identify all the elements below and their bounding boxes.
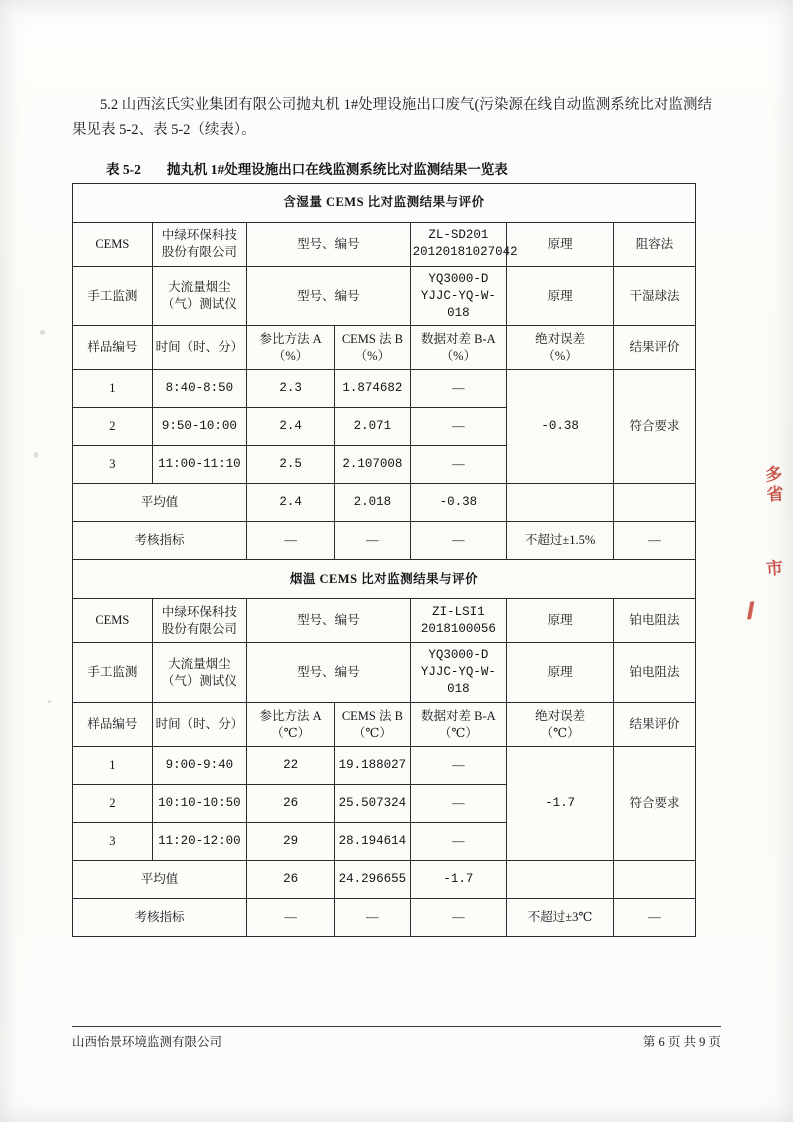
- s2-r2-model-label: 型号、编号: [247, 643, 411, 703]
- s1-header-evaluation: 结果评价: [614, 326, 696, 370]
- s2-header-time: 时间（时、分）: [152, 703, 246, 747]
- scan-speck: [48, 700, 51, 703]
- s2-row2-diff: —: [410, 785, 506, 823]
- stamp-char: 省: [765, 483, 785, 506]
- s1-r2-model-value: YQ3000-D YJJC-YQ-W-018: [410, 266, 506, 326]
- s1-header-abs-error: 绝对误差 （%）: [507, 326, 614, 370]
- s2-row3-a: 29: [247, 823, 335, 861]
- s2-row3-diff: —: [410, 823, 506, 861]
- table-number: 表 5-2: [106, 161, 141, 177]
- s1-r1-principle-label: 原理: [507, 222, 614, 266]
- red-stamp-fragment: [765, 465, 785, 505]
- s1-assessment-limit: 不超过±1.5%: [507, 522, 614, 560]
- s1-assessment-eval: —: [614, 522, 696, 560]
- s1-r1-org: 中绿环保科技 股份有限公司: [152, 222, 246, 266]
- s1-row3-time: 11:00-11:10: [152, 446, 246, 484]
- s2-r2-principle-label: 原理: [507, 643, 614, 703]
- s2-row3-b: 28.194614: [335, 823, 411, 861]
- s1-r1-model-label: 型号、编号: [247, 222, 411, 266]
- s2-evaluation-value: 符合要求: [614, 747, 696, 861]
- s2-row2-a: 26: [247, 785, 335, 823]
- s1-row3-diff: —: [410, 446, 506, 484]
- section-intro-paragraph: 5.2 山西泫氏实业集团有限公司抛丸机 1#处理设施出口废气(污染源在线自动监测系统比对监测结果见表 5-2、表 5-2（续表）。: [72, 96, 712, 138]
- s2-r1-principle-value: 铂电阻法: [614, 599, 696, 643]
- s1-row1-b: 1.874682: [335, 370, 411, 408]
- s1-r2-org: 大流量烟尘 （气）测试仪: [152, 266, 246, 326]
- s1-average-b: 2.018: [335, 484, 411, 522]
- s1-average-a: 2.4: [247, 484, 335, 522]
- s1-header-method-a: 参比方法 A （%）: [247, 326, 335, 370]
- s2-assessment-eval: —: [614, 899, 696, 937]
- s1-row2-diff: —: [410, 408, 506, 446]
- s2-row3-no: 3: [73, 823, 153, 861]
- s2-average-b: 24.296655: [335, 861, 411, 899]
- s2-assessment-b: —: [335, 899, 411, 937]
- s2-r1-model-label: 型号、编号: [247, 599, 411, 643]
- section1-title: 含湿量 CEMS 比对监测结果与评价: [73, 183, 696, 222]
- s2-row1-a: 22: [247, 747, 335, 785]
- s1-r2-model-label: 型号、编号: [247, 266, 411, 326]
- s2-assessment-limit: 不超过±3℃: [507, 899, 614, 937]
- red-stamp-fragment-2: [765, 559, 783, 580]
- s1-row2-time: 9:50-10:00: [152, 408, 246, 446]
- s1-r1-label: CEMS: [73, 222, 153, 266]
- s1-average-diff: -0.38: [410, 484, 506, 522]
- s2-average-blank: [507, 861, 614, 899]
- s1-r1-principle-value: 阻容法: [614, 222, 696, 266]
- s1-average-eval-blank: [614, 484, 696, 522]
- s1-row1-no: 1: [73, 370, 153, 408]
- scan-speck: [34, 452, 38, 458]
- s2-abs-error-value: -1.7: [507, 747, 614, 861]
- s2-header-abs-error: 绝对误差 （℃）: [507, 703, 614, 747]
- footer-page-number: 第 6 页 共 9 页: [642, 1035, 721, 1049]
- s1-row1-a: 2.3: [247, 370, 335, 408]
- s2-assessment-label: 考核指标: [73, 899, 247, 937]
- s1-r2-principle-label: 原理: [507, 266, 614, 326]
- s1-row3-a: 2.5: [247, 446, 335, 484]
- s1-row3-b: 2.107008: [335, 446, 411, 484]
- s2-row1-diff: —: [410, 747, 506, 785]
- s2-row3-time: 11:20-12:00: [152, 823, 246, 861]
- footer-company: 山西怡景环境监测有限公司: [72, 1035, 223, 1049]
- s2-r2-model-value: YQ3000-D YJJC-YQ-W-018: [410, 643, 506, 703]
- s2-assessment-a: —: [247, 899, 335, 937]
- s2-row2-no: 2: [73, 785, 153, 823]
- table-caption: [72, 158, 712, 178]
- s1-header-time: 时间（时、分）: [152, 326, 246, 370]
- s1-evaluation-value: 符合要求: [614, 370, 696, 484]
- s2-header-sample-no: 样品编号: [73, 703, 153, 747]
- s1-header-sample-no: 样品编号: [73, 326, 153, 370]
- s2-assessment-diff: —: [410, 899, 506, 937]
- s1-row2-a: 2.4: [247, 408, 335, 446]
- s2-header-method-a: 参比方法 A （℃）: [247, 703, 335, 747]
- document-content: [72, 78, 712, 937]
- s1-row1-diff: —: [410, 370, 506, 408]
- s1-header-method-b: CEMS 法 B （%）: [335, 326, 411, 370]
- s1-row2-no: 2: [73, 408, 153, 446]
- s1-assessment-a: —: [247, 522, 335, 560]
- red-stamp-stroke: [747, 598, 781, 619]
- s1-assessment-label: 考核指标: [73, 522, 247, 560]
- s1-row1-time: 8:40-8:50: [152, 370, 246, 408]
- s2-row2-b: 25.507324: [335, 785, 411, 823]
- s1-row2-b: 2.071: [335, 408, 411, 446]
- s1-assessment-diff: —: [410, 522, 506, 560]
- s2-average-eval-blank: [614, 861, 696, 899]
- s2-r2-principle-value: 铂电阻法: [614, 643, 696, 703]
- page-footer: [72, 1026, 721, 1050]
- s2-row1-no: 1: [73, 747, 153, 785]
- s2-header-evaluation: 结果评价: [614, 703, 696, 747]
- table-title: 抛丸机 1#处理设施出口在线监测系统比对监测结果一览表: [166, 161, 508, 177]
- s2-average-a: 26: [247, 861, 335, 899]
- s2-row1-b: 19.188027: [335, 747, 411, 785]
- s2-r1-model-value: ZI-LSI1 2018100056: [410, 599, 506, 643]
- stamp-char: 多: [764, 464, 783, 486]
- s1-row3-no: 3: [73, 446, 153, 484]
- s1-r1-model-value: ZL-SD201 20120181027042: [410, 222, 506, 266]
- s2-average-label: 平均值: [73, 861, 247, 899]
- s2-r1-org: 中绿环保科技 股份有限公司: [152, 599, 246, 643]
- s2-r1-principle-label: 原理: [507, 599, 614, 643]
- s2-row2-time: 10:10-10:50: [152, 785, 246, 823]
- s2-row1-time: 9:00-9:40: [152, 747, 246, 785]
- section2-title: 烟温 CEMS 比对监测结果与评价: [73, 560, 696, 599]
- s1-header-diff: 数据对差 B-A （%）: [410, 326, 506, 370]
- s2-r1-label: CEMS: [73, 599, 153, 643]
- stamp-char: 市: [765, 558, 784, 580]
- s1-average-label: 平均值: [73, 484, 247, 522]
- s2-r2-org: 大流量烟尘 （气）测试仪: [152, 643, 246, 703]
- s2-r2-label: 手工监测: [73, 643, 153, 703]
- scan-speck: [40, 330, 45, 335]
- comparison-results-table: [72, 183, 696, 937]
- s1-assessment-b: —: [335, 522, 411, 560]
- s1-abs-error-value: -0.38: [507, 370, 614, 484]
- s2-header-diff: 数据对差 B-A （℃）: [410, 703, 506, 747]
- s1-average-blank: [507, 484, 614, 522]
- s1-r2-label: 手工监测: [73, 266, 153, 326]
- s2-header-method-b: CEMS 法 B （℃）: [335, 703, 411, 747]
- s2-average-diff: -1.7: [410, 861, 506, 899]
- s1-r2-principle-value: 干湿球法: [614, 266, 696, 326]
